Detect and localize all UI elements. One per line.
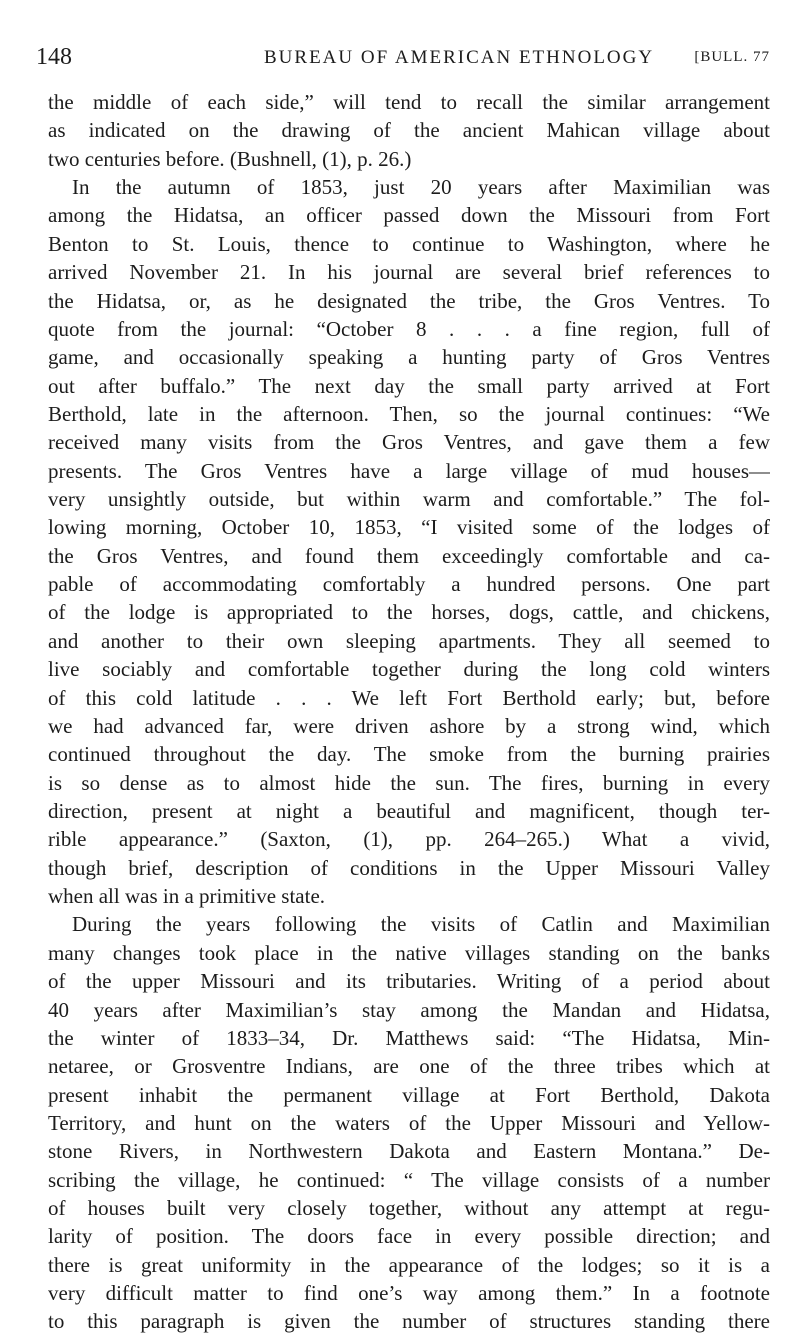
text-line: of the lodge is appropriated to the horses, dogs, cattle, and chickens, <box>48 600 770 625</box>
text-line: present inhabit the permanent village at Fort Berthold, Dakota <box>48 1082 770 1107</box>
text-line: presents. The Gros Ventres have a large village of mud houses— <box>48 458 770 483</box>
body-text <box>48 88 770 1336</box>
text-line: larity of position. The doors face in every possible direction; and <box>48 1224 770 1249</box>
text-line: as indicated on the drawing of the ancient Mahican village about <box>48 118 770 143</box>
text-line: In the autumn of 1853, just 20 years after Maximilian was <box>72 175 770 200</box>
text-line: the Hidatsa, or, as he designated the tribe, the Gros Ventres. To <box>48 288 770 313</box>
text-line: out after buffalo.” The next day the small party arrived at Fort <box>48 373 770 398</box>
text-line: to this paragraph is given the number of structures standing there <box>48 1309 770 1334</box>
text-line: pable of accommodating comfortably a hundred persons. One part <box>48 572 770 597</box>
text-line: there is great uniformity in the appearance of the lodges; so it is a <box>48 1252 770 1277</box>
text-line: the middle of each side,” will tend to recall the similar arrangement <box>48 90 770 114</box>
text-line: Territory, and hunt on the waters of the Upper Missouri and Yellow- <box>48 1110 770 1135</box>
text-line: the winter of 1833–34, Dr. Matthews said: “The Hidatsa, Min- <box>48 1025 770 1050</box>
text-line: continued throughout the day. The smoke from the burning prairies <box>48 742 770 767</box>
page-number: 148 <box>36 44 72 70</box>
text-line: live sociably and comfortable together during the long cold winters <box>48 657 770 682</box>
text-line: direction, present at night a beautiful and magnificent, though ter- <box>48 798 770 823</box>
bulletin-reference: [BULL. 77 <box>694 49 770 65</box>
text-line: 40 years after Maximilian’s stay among the Mandan and Hidatsa, <box>48 997 770 1022</box>
text-line: game, and occasionally speaking a hunting party of Gros Ventres <box>48 345 770 370</box>
running-head <box>36 44 770 76</box>
text-line: scribing the village, he continued: “ The village consists of a number <box>48 1167 770 1192</box>
text-line: of houses built very closely together, without any attempt at regu- <box>48 1196 770 1221</box>
text-line: among the Hidatsa, an officer passed down the Missouri from Fort <box>48 203 770 228</box>
text-line: two centuries before. (Bushnell, (1), p. 26.) <box>48 146 412 171</box>
text-line: stone Rivers, in Northwestern Dakota and Eastern Montana.” De- <box>48 1139 770 1164</box>
text-line: quote from the journal: “October 8 . . . a fine region, full of <box>48 316 770 341</box>
text-line: During the years following the visits of Catlin and Maximilian <box>72 912 770 937</box>
text-line: when all was in a primitive state. <box>48 884 326 909</box>
text-line: is so dense as to almost hide the sun. The fires, burning in every <box>48 770 770 795</box>
text-line: received many visits from the Gros Ventres, and gave them a few <box>48 430 770 455</box>
text-line: arrived November 21. In his journal are several brief references to <box>48 260 770 285</box>
text-line: rible appearance.” (Saxton, (1), pp. 264–265.) What a vivid, <box>48 827 770 852</box>
text-line: very difficult matter to find one’s way among them.” In a footnote <box>48 1281 770 1306</box>
text-line: though brief, description of conditions in the Upper Missouri Valley <box>48 855 770 880</box>
text-line: and another to their own sleeping apartments. They all seemed to <box>48 628 770 653</box>
text-line: Berthold, late in the afternoon. Then, so the journal continues: “We <box>48 401 770 426</box>
text-line: very unsightly outside, but within warm and comfortable.” The fol- <box>48 487 770 512</box>
text-line: many changes took place in the native villages standing on the banks <box>48 940 770 965</box>
text-line: lowing morning, October 10, 1853, “I visited some of the lodges of <box>48 515 770 540</box>
text-line: of this cold latitude . . . We left Fort Berthold early; but, before <box>48 685 770 710</box>
text-line: Benton to St. Louis, thence to continue to Washington, where he <box>48 231 770 256</box>
running-title: BUREAU OF AMERICAN ETHNOLOGY <box>264 47 655 68</box>
text-line: of the upper Missouri and its tributaries. Writing of a period about <box>48 969 770 994</box>
text-line: netaree, or Grosventre Indians, are one of the three tribes which at <box>48 1054 770 1079</box>
text-line: the Gros Ventres, and found them exceedingly comfortable and ca- <box>48 543 770 568</box>
text-line: we had advanced far, were driven ashore by a strong wind, which <box>48 713 770 738</box>
